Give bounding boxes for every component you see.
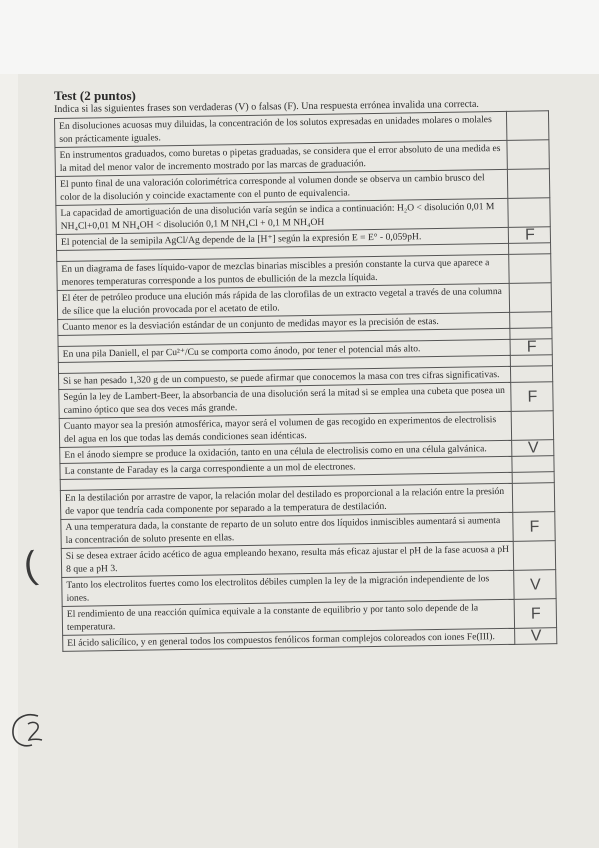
handwritten-mark: [8, 710, 50, 755]
statement-text: En el ánodo siempre se produce la oxidación, tanto en una célula de electrolisis como en una célula galvánica.: [60, 440, 512, 463]
statement-text: La constante de Faraday es la carga correspondiente a un mol de electrones.: [60, 456, 512, 479]
answer-cell[interactable]: F: [511, 382, 553, 412]
questions-table: [54, 110, 557, 652]
answer-cell[interactable]: V: [514, 570, 556, 600]
answer-cell[interactable]: [510, 312, 552, 329]
answer-cell[interactable]: F: [508, 227, 550, 244]
answer-cell[interactable]: [512, 456, 554, 473]
statement-text: Según la ley de Lambert-Beer, la absorbancia de una disolución será la mitad si se emplea una cubeta que posea un camino óptico que sea dos veces más grande.: [59, 382, 511, 418]
questions-table-wrapper: [54, 110, 557, 652]
statement-text: Tanto los electrolitos fuertes como los electrolitos débiles cumplen la ley de la migración independiente de los iones.: [62, 570, 514, 606]
answer-cell[interactable]: F: [510, 339, 552, 356]
statement-text: El ácido salicílico, y en general todos los compuestos fenólicos forman complejos coloreados con iones Fe(III).: [63, 628, 515, 651]
handwritten-bracket: (: [21, 544, 40, 588]
answer-cell[interactable]: [508, 198, 550, 228]
handwritten-two-icon: [8, 710, 50, 750]
statement-text: En una pila Daniell, el par Cu²⁺/Cu se comporta como ánodo, por tener el potencial más alto.: [58, 339, 510, 362]
statement-text: El rendimiento de una reacción química equivale a la constante de equilibrio y por tanto solo depende de la temperatura.: [62, 599, 514, 635]
answer-cell[interactable]: [511, 411, 553, 441]
gap-cell: [512, 472, 554, 484]
statement-text: En un diagrama de fases líquido-vapor de mezclas binarias miscibles a presión constante la curva que aparece a menores temperaturas corresponde a los puntos de ebullición de la mezcla líquida.: [57, 254, 509, 290]
answer-cell[interactable]: [509, 254, 551, 284]
background-top: [0, 0, 599, 74]
statement-text: El éter de petróleo produce una elución más rápida de las clorofilas de un extracto vegetal a través de una columna de sílice que la elución provocada por el acetato de etilo.: [57, 283, 509, 319]
answer-cell[interactable]: [512, 483, 554, 513]
statement-text: El punto final de una valoración colorimétrica corresponde al volumen donde se observa un cambio brusco del color de la disolución y coincide exactamente con el punto de equivalencia.: [55, 169, 507, 205]
statement-text: En instrumentos graduados, como buretas o pipetas graduadas, se considera que el error absoluto de una medida es la mitad del menor valor de incremento mostrado por las marcas de graduación.: [55, 140, 507, 176]
statement-text: El potencial de la semipila AgCl/Ag depende de la [H⁺] según la expresión E = E° - 0,059pH.: [56, 227, 508, 250]
statement-text: Si se han pesado 1,320 g de un compuesto, se puede afirmar que conocemos la masa con tres cifras significativas.: [59, 366, 511, 389]
statement-text: La capacidad de amortiguación de una disolución varía según se indica a continuación: H₂O < disolución 0,01 M NH₄Cl+0,01 M NH₄OH < disolución 0,1 M NH₄Cl + 0,1 M NH₄OH: [56, 198, 508, 234]
answer-cell[interactable]: [507, 140, 549, 170]
answer-cell[interactable]: [507, 169, 549, 199]
statement-text: En la destilación por arrastre de vapor, la relación molar del destilado es proporcional a la relación entre la presión de vapor que tendría cada componente por separado a la temperatura de destilación.: [60, 483, 512, 519]
answer-cell[interactable]: F: [514, 599, 556, 629]
instructions: Indica si las siguientes frases son verdaderas (V) o falsas (F). Una respuesta errónea invalida una correcta.: [54, 98, 479, 115]
statement-text: A una temperatura dada, la constante de reparto de un soluto entre dos líquidos inmiscibles aumentará si aumenta la concentración de soluto presente en ellas.: [61, 512, 513, 548]
answer-cell[interactable]: [509, 283, 551, 313]
statement-text: Si se desea extraer ácido acético de agua empleando hexano, resulta más eficaz ajustar el pH de la fase acuosa a pH 8 que a pH 3.: [61, 541, 513, 577]
answer-cell[interactable]: F: [513, 512, 555, 542]
statement-text: Cuanto mayor sea la presión atmosférica, mayor será el volumen de gas recogido en experimentos de electrolisis del agua en los que todas las demás condiciones sean idénticas.: [59, 411, 511, 447]
answer-cell[interactable]: V: [515, 628, 557, 645]
gap-cell: [509, 243, 551, 255]
test-title: Test (2 puntos): [54, 88, 136, 103]
statement-text: En disoluciones acuosas muy diluidas, la concentración de los solutos expresadas en unidades molares o molales son prácticamente iguales.: [55, 111, 507, 147]
statement-text: Cuanto menor es la desviación estándar de un conjunto de medidas mayor es la precisión de estas.: [58, 312, 510, 335]
answer-cell[interactable]: V: [512, 440, 554, 457]
answer-cell[interactable]: [510, 366, 552, 383]
gap-cell: [510, 355, 552, 367]
answer-cell[interactable]: [506, 111, 548, 141]
answer-cell[interactable]: [513, 541, 555, 571]
